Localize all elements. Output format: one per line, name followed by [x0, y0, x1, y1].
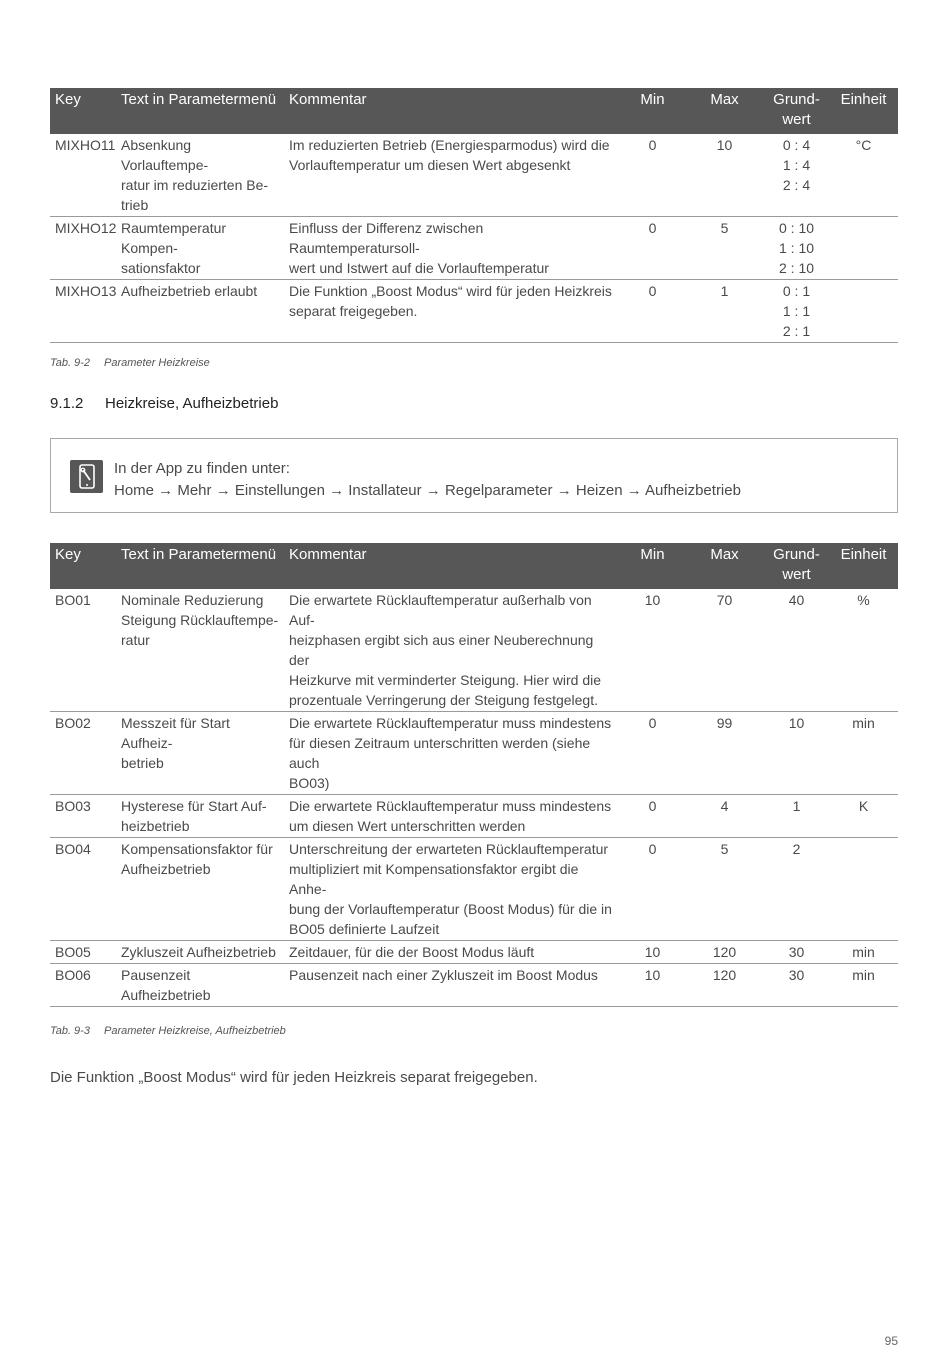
cell-max: 99 [684, 712, 764, 795]
cell-text-line: Hysterese für Start Auf- [121, 798, 267, 814]
cell-comment-line: multipliziert mit Kompensationsfaktor ergibt die Anhe- [289, 861, 579, 897]
cell-text-line: Aufheizbetrieb erlaubt [121, 283, 258, 299]
table-row [50, 134, 898, 217]
cell-default-line: 1 : 1 [782, 303, 811, 319]
cell-unit [828, 280, 898, 343]
cell-default-line: 1 : 4 [782, 157, 811, 173]
cell-text [116, 964, 284, 1007]
cell-default-line: 1 [792, 798, 801, 814]
caption-number: Tab. 9-3 [50, 1025, 90, 1037]
cell-min: 10 [620, 964, 684, 1007]
cell-max: 1 [684, 280, 764, 343]
cell-text [116, 838, 284, 941]
cell-default-line: 0 : 1 [782, 283, 811, 299]
cell-comment-line: BO03) [289, 775, 330, 791]
cell-unit: K [828, 795, 898, 838]
table-row [50, 589, 898, 712]
cell-text [116, 217, 284, 280]
table-header-row [50, 88, 898, 134]
header-min: Min [620, 543, 684, 589]
table-row [50, 964, 898, 1007]
header-default-line: wert [782, 566, 811, 583]
cell-default-line: 0 : 10 [778, 220, 815, 236]
header-max: Max [684, 543, 764, 589]
cell-text-line: Raumtemperatur Kompen- [121, 220, 227, 256]
cell-unit: min [828, 712, 898, 795]
cell-key: MIXHO13 [50, 280, 116, 343]
cell-text-line: trieb [121, 197, 149, 213]
cell-default [764, 838, 828, 941]
header-max: Max [684, 88, 764, 134]
cell-default-line: 10 [788, 715, 805, 731]
table-row [50, 217, 898, 280]
cell-max: 4 [684, 795, 764, 838]
header-default [764, 543, 828, 589]
cell-comment-line: prozentuale Verringerung der Steigung festgelegt. [289, 692, 598, 708]
cell-comment [284, 134, 620, 217]
table-row [50, 941, 898, 964]
table-row [50, 795, 898, 838]
table-caption-9-2 [50, 357, 898, 369]
cell-key: MIXHO11 [50, 134, 116, 217]
body-paragraph: Die Funktion „Boost Modus“ wird für jeden Heizkreis separat freigegeben. [50, 1069, 538, 1086]
cell-max: 5 [684, 838, 764, 941]
caption-number: Tab. 9-2 [50, 357, 90, 369]
cell-max: 10 [684, 134, 764, 217]
cell-max: 120 [684, 964, 764, 1007]
cell-text-line: sationsfaktor [121, 260, 201, 276]
cell-min: 0 [620, 712, 684, 795]
cell-min: 0 [620, 217, 684, 280]
cell-key: BO05 [50, 941, 116, 964]
cell-default-line: 0 : 4 [782, 137, 811, 153]
cell-text-line: Pausenzeit Aufheizbetrieb [121, 967, 211, 1003]
cell-max: 120 [684, 941, 764, 964]
header-unit: Einheit [828, 88, 898, 134]
cell-comment-line: bung der Vorlauftemperatur (Boost Modus) für die in [289, 901, 612, 917]
cell-default-line: 40 [788, 592, 805, 608]
cell-text [116, 712, 284, 795]
header-key: Key [50, 543, 116, 589]
header-key: Key [50, 88, 116, 134]
cell-text-line: Aufheizbetrieb [121, 861, 211, 877]
cell-default-line: 2 : 4 [782, 177, 811, 193]
cell-comment-line: Pausenzeit nach einer Zykluszeit im Boost Modus [289, 967, 598, 983]
cell-comment-line: separat freigegeben. [289, 303, 418, 319]
cell-comment-line: Heizkurve mit verminderter Steigung. Hier wird die [289, 672, 601, 688]
cell-min: 0 [620, 838, 684, 941]
cell-min: 0 [620, 134, 684, 217]
cell-comment-line: heizphasen ergibt sich aus einer Neuberechnung der [289, 632, 594, 668]
app-location-box [50, 438, 898, 513]
header-default [764, 88, 828, 134]
cell-min: 0 [620, 795, 684, 838]
cell-key: BO02 [50, 712, 116, 795]
cell-text-line: Steigung Rücklauftempe- [121, 612, 279, 628]
cell-default [764, 217, 828, 280]
cell-default-line: 30 [788, 967, 805, 983]
cell-text-line: betrieb [121, 755, 164, 771]
section-heading [50, 395, 898, 412]
cell-default [764, 134, 828, 217]
cell-text-line: ratur [121, 632, 150, 648]
table-caption-9-3 [50, 1025, 898, 1037]
cell-comment [284, 941, 620, 964]
cell-text-line: Kompensationsfaktor für [121, 841, 273, 857]
header-comment: Kommentar [284, 543, 620, 589]
table-header-row [50, 543, 898, 589]
cell-comment-line: Die Funktion „Boost Modus“ wird für jeden Heizkreis [289, 283, 612, 299]
cell-text [116, 941, 284, 964]
cell-default [764, 941, 828, 964]
cell-comment-line: BO05 definierte Laufzeit [289, 921, 440, 937]
cell-default-line: 2 [792, 841, 801, 857]
cell-key: BO03 [50, 795, 116, 838]
cell-min: 10 [620, 941, 684, 964]
cell-text [116, 134, 284, 217]
cell-default-line: 30 [788, 944, 805, 960]
cell-max: 5 [684, 217, 764, 280]
table-row [50, 838, 898, 941]
cell-comment [284, 280, 620, 343]
section-title: Heizkreise, Aufheizbetrieb [105, 395, 279, 412]
cell-min: 0 [620, 280, 684, 343]
cell-unit: min [828, 941, 898, 964]
cell-comment-line: Die erwartete Rücklauftemperatur muss mindestens [289, 798, 612, 814]
cell-text [116, 280, 284, 343]
cell-comment-line: um diesen Wert unterschritten werden [289, 818, 526, 834]
cell-comment-line: Vorlauftemperatur um diesen Wert abgesenkt [289, 157, 571, 173]
parameter-table [50, 88, 898, 343]
cell-comment-line: Im reduzierten Betrieb (Energiesparmodus) wird die [289, 137, 610, 153]
header-text: Text in Parametermenü [116, 88, 284, 134]
cell-text [116, 589, 284, 712]
cell-comment-line: Die erwartete Rücklauftemperatur muss mindestens [289, 715, 612, 731]
caption-text: Parameter Heizkreise [104, 357, 210, 369]
cell-comment [284, 712, 620, 795]
cell-text-line: Messzeit für Start Aufheiz- [121, 715, 230, 751]
cell-comment [284, 795, 620, 838]
cell-unit: min [828, 964, 898, 1007]
smartphone-wrench-icon [70, 460, 103, 493]
cell-comment-line: Die erwartete Rücklauftemperatur außerhalb von Auf- [289, 592, 592, 628]
cell-unit [828, 217, 898, 280]
page [50, 0, 898, 1086]
cell-key: BO06 [50, 964, 116, 1007]
cell-comment-line: Unterschreitung der erwarteten Rücklauftemperatur [289, 841, 609, 857]
table-row [50, 280, 898, 343]
app-location-intro: In der App zu finden unter: [114, 460, 290, 477]
cell-default-line: 2 : 1 [782, 323, 811, 339]
header-default-line: Grund- [773, 546, 820, 563]
cell-key: BO04 [50, 838, 116, 941]
cell-unit [828, 838, 898, 941]
header-min: Min [620, 88, 684, 134]
cell-comment [284, 964, 620, 1007]
cell-key: BO01 [50, 589, 116, 712]
caption-text: Parameter Heizkreise, Aufheizbetrieb [104, 1025, 286, 1037]
parameter-table-aufheizbetrieb [50, 543, 898, 1007]
cell-default [764, 964, 828, 1007]
cell-comment-line: Einfluss der Differenz zwischen Raumtemperatursoll- [289, 220, 484, 256]
cell-text-line: heizbetrieb [121, 818, 190, 834]
header-default-line: wert [782, 111, 811, 128]
section-number: 9.1.2 [50, 395, 84, 412]
cell-comment [284, 838, 620, 941]
cell-text-line: Zykluszeit Aufheizbetrieb [121, 944, 276, 960]
cell-key: MIXHO12 [50, 217, 116, 280]
cell-default [764, 280, 828, 343]
header-default-line: Grund- [773, 91, 820, 108]
app-location-path: Home → Mehr → Einstellungen → Installateur → Regelparameter → Heizen → Aufheizbetrieb [114, 482, 741, 499]
cell-default [764, 589, 828, 712]
cell-default [764, 712, 828, 795]
header-text: Text in Parametermenü [116, 543, 284, 589]
cell-unit: % [828, 589, 898, 712]
cell-text-line: ratur im reduzierten Be- [121, 177, 269, 193]
cell-text [116, 795, 284, 838]
parameter-table-heizkreise [50, 88, 898, 343]
cell-comment [284, 217, 620, 280]
cell-comment [284, 589, 620, 712]
cell-text-line: Absenkung Vorlauftempe- [121, 137, 209, 173]
cell-unit: °C [828, 134, 898, 217]
table-row [50, 712, 898, 795]
cell-default-line: 1 : 10 [778, 240, 815, 256]
cell-text-line: Nominale Reduzierung [121, 592, 264, 608]
cell-max: 70 [684, 589, 764, 712]
cell-comment-line: Zeitdauer, für die der Boost Modus läuft [289, 944, 535, 960]
cell-comment-line: für diesen Zeitraum unterschritten werden (siehe auch [289, 735, 591, 771]
parameter-table [50, 543, 898, 1007]
cell-comment-line: wert und Istwert auf die Vorlauftemperatur [289, 260, 549, 276]
header-unit: Einheit [828, 543, 898, 589]
page-number: 95 [884, 1334, 898, 1348]
cell-min: 10 [620, 589, 684, 712]
header-comment: Kommentar [284, 88, 620, 134]
app-location-text [114, 458, 741, 502]
cell-default [764, 795, 828, 838]
cell-default-line: 2 : 10 [778, 260, 815, 276]
